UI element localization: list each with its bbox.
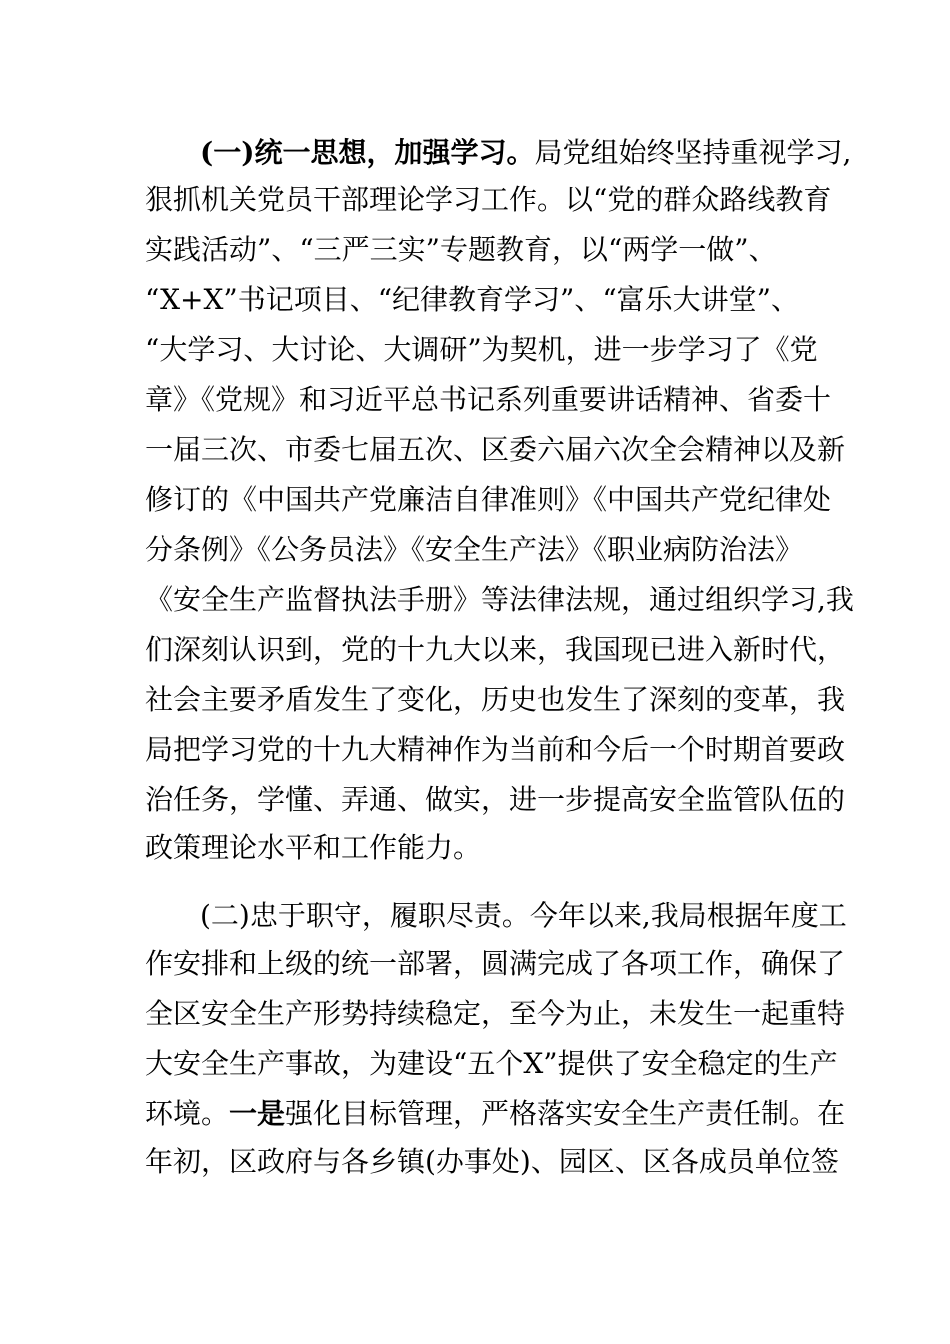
- paragraph-1-line-12: 社会主要矛盾发生了变化，历史也发生了深刻的变革，我: [145, 683, 846, 716]
- paragraph-1-line-6: 章》《党规》和习近平总书记系列重要讲话精神、省委十: [145, 383, 832, 416]
- paragraph-1-line-4: “X+X”书记项目、“纪律教育学习”、“富乐大讲堂”、: [145, 283, 799, 316]
- line-text: 局党组始终坚持重视学习,: [534, 136, 852, 169]
- paragraph-2-line-3: 全区安全生产形势持续稳定，至今为止，未发生一起重特: [145, 997, 846, 1030]
- section-heading-1: (一)统一思想，加强学习。: [200, 136, 535, 169]
- paragraph-2-line-5: [145, 1096, 845, 1132]
- paragraph-1-line-2: 狠抓机关党员干部理论学习工作。以“党的群众路线教育: [145, 183, 832, 216]
- paragraph-1-line-3: 实践活动”、“三严三实”专题教育，以“两学一做”、: [145, 233, 777, 266]
- line-text: 环境。: [145, 1097, 230, 1130]
- paragraph-1-line-11: 们深刻认识到，党的十九大以来，我国现已进入新时代，: [145, 633, 846, 666]
- paragraph-1-line-7: 一届三次、市委七届五次、区委六届六次全会精神以及新: [145, 433, 846, 466]
- emphasis-label: 一是: [229, 1097, 286, 1130]
- paragraph-1-line-8: 修订的《中国共产党廉洁自律准则》《中国共产党纪律处: [145, 483, 832, 516]
- line-text: 强化目标管理，严格落实安全生产责任制。在: [285, 1097, 846, 1130]
- paragraph-1-line-1: [200, 135, 851, 171]
- paragraph-1-line-15: 政策理论水平和工作能力。: [145, 831, 482, 864]
- paragraph-2-line-2: 作安排和上级的统一部署，圆满完成了各项工作，确保了: [145, 947, 846, 980]
- paragraph-1-line-5: “大学习、大讨论、大调研”为契机，进一步学习了《党: [145, 333, 818, 366]
- paragraph-1-line-10: 《安全生产监督执法手册》等法律法规，通过组织学习,我: [145, 583, 854, 616]
- paragraph-1-line-13: 局把学习党的十九大精神作为当前和今后一个时期首要政: [145, 733, 846, 766]
- paragraph-2-line-6: 年初，区政府与各乡镇(办事处)、园区、区各成员单位签: [145, 1145, 839, 1178]
- paragraph-2-line-1: (二)忠于职守，履职尽责。今年以来,我局根据年度工: [200, 899, 847, 932]
- paragraph-1-line-9: 分条例》《公务员法》《安全生产法》《职业病防治法》: [145, 533, 804, 566]
- paragraph-2-line-4: 大安全生产事故，为建设“五个X”提供了安全稳定的生产: [145, 1047, 838, 1080]
- paragraph-1-line-14: 治任务，学懂、弄通、做实，进一步提高安全监管队伍的: [145, 783, 846, 816]
